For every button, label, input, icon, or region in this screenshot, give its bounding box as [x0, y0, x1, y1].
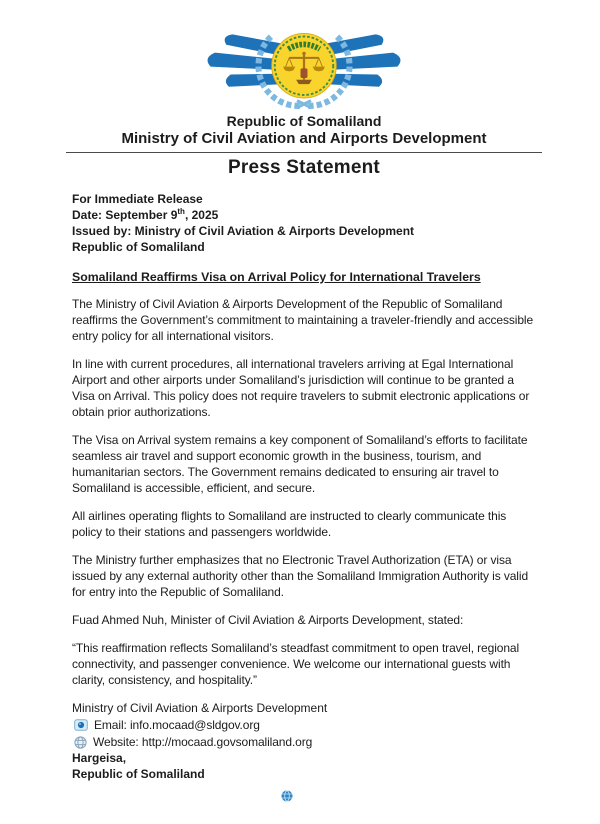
issuer-country-line: Republic of Somaliland: [72, 240, 205, 254]
email-line: [72, 717, 536, 733]
release-line: For Immediate Release: [72, 192, 203, 206]
country-title: Republic of Somaliland: [226, 113, 382, 129]
paragraph: The Ministry of Civil Aviation & Airports Development of the Republic of Somaliland reaffirms the Government’s commitment to maintaining a traveler-friendly and accessible entry policy for all international visitors.: [72, 297, 534, 343]
website-text: Website: http://mocaad.govsomaliland.org: [93, 735, 313, 749]
email-icon: [74, 719, 88, 731]
document-type-title: Press Statement: [228, 157, 380, 178]
paragraph: In line with current procedures, all international travelers arriving at Egal International Airport and other airports under Somaliland’s jurisdiction will continue to be granted a Visa on Arrival. This policy does not require travelers to submit electronic applications or obtain prior authorizations.: [72, 357, 530, 419]
footer-city: Hargeisa,: [72, 751, 127, 765]
paragraph: All airlines operating flights to Somaliland are instructed to clearly communicate this policy to their stations and passengers worldwide.: [72, 509, 507, 539]
ministry-logo: [72, 16, 536, 110]
ministry-title: Ministry of Civil Aviation and Airports Development: [121, 130, 487, 147]
header-divider: [66, 152, 542, 153]
globe-icon: [74, 736, 87, 749]
release-meta-block: [72, 191, 536, 255]
email-text: Email: info.mocaad@sldgov.org: [94, 718, 260, 732]
minister-quote: “This reaffirmation reflects Somaliland’s steadfast commitment to open travel, regional connectivity, and passenger convenience. We welcome our international guests with clarity, consistency, and hospitality.”: [72, 641, 520, 687]
website-line: [72, 734, 536, 750]
issued-by-line: Issued by: Ministry of Civil Aviation & Airports Development: [72, 224, 415, 238]
footer-org-line: Ministry of Civil Aviation & Airports Development: [72, 701, 328, 715]
minister-attribution: Fuad Ahmed Nuh, Minister of Civil Aviation & Airports Development, stated:: [72, 613, 464, 627]
date-ordinal: th: [177, 207, 185, 216]
date-line: Date: September 9th, 2025: [72, 207, 219, 222]
footer-country: Republic of Somaliland: [72, 767, 205, 781]
paragraph: The Ministry further emphasizes that no Electronic Travel Authorization (ETA) or visa issued by any external authority other than the Somaliland Immigration Authority is valid for entry into the Republic of Somaliland.: [72, 553, 529, 599]
aviation-emblem-icon: [197, 16, 411, 112]
page-bottom-globe-icon: [281, 789, 293, 807]
statement-headline: Somaliland Reaffirms Visa on Arrival Policy for International Travelers: [72, 270, 481, 284]
statement-body: [72, 296, 536, 688]
contact-footer: [72, 700, 536, 782]
paragraph: The Visa on Arrival system remains a key component of Somaliland’s efforts to facilitate seamless air travel and support economic growth in the business, tourism, and humanitarian sectors. The Government remains dedicated to ensuring air travel to Somaliland is accessible, efficient, and secure.: [72, 433, 528, 495]
document-header: [72, 16, 536, 179]
